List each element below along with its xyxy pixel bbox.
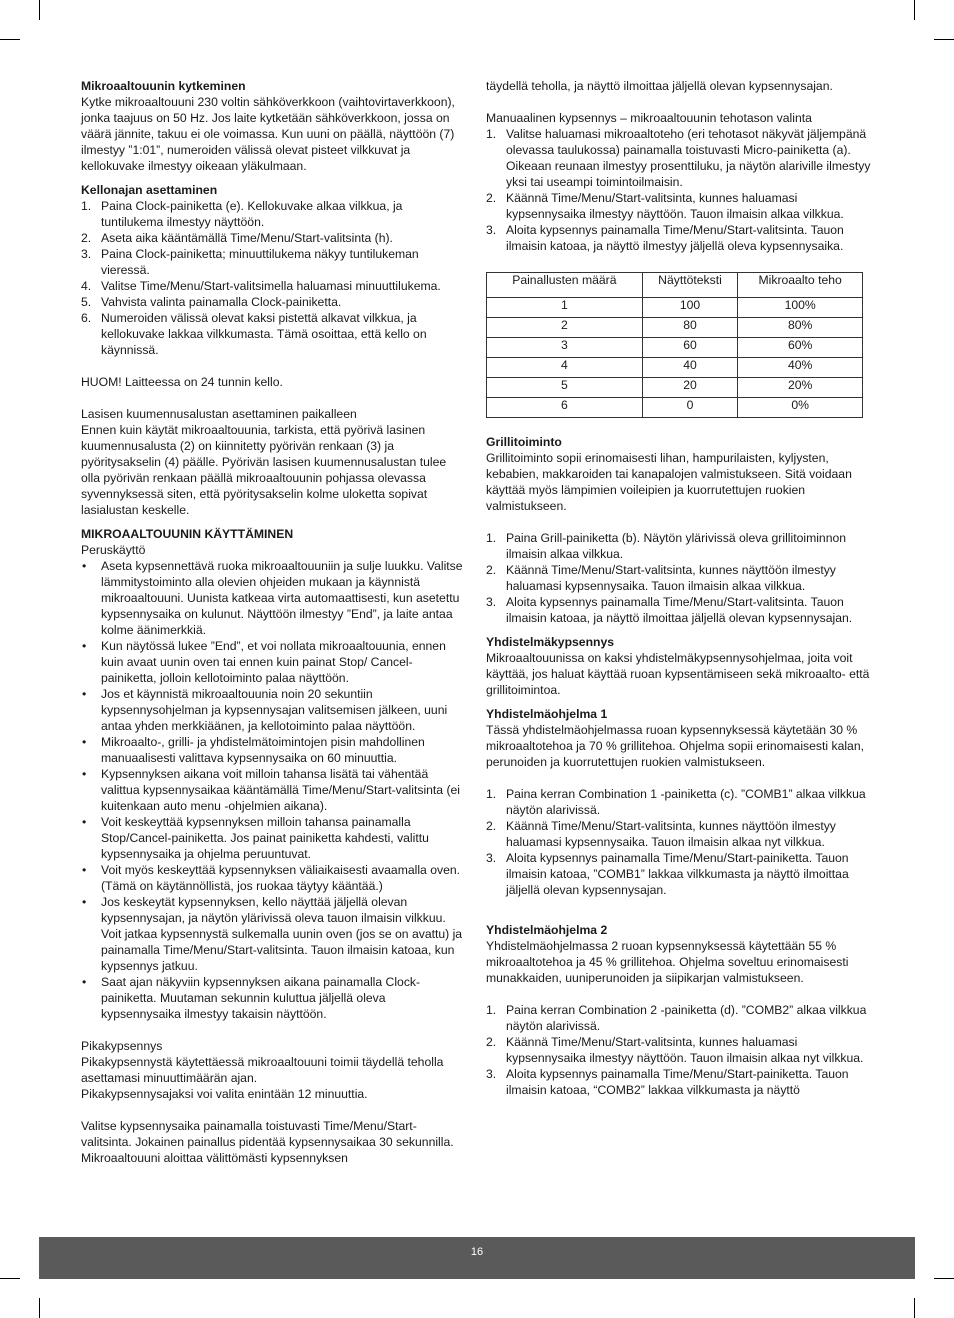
crop-mark [914,1298,915,1318]
section-title: Lasisen kuumennusalustan asettaminen paikalleen [81,407,357,421]
section-title: Yhdistelmäkypsennys [486,635,615,649]
list-item: 1. Paina Clock-painiketta (e). Kellokuvake alkaa vilkkua, ja tuntilukema ilmestyy näyttöön. [81,199,403,229]
list-item: • Kypsennyksen aikana voit milloin tahansa lisätä tai vähentää valittua kypsennysaikaa kääntämällä Time/Menu/Start-valitsinta (ei kuitenkaan auto menu -ohjelmien aikana). [82,767,461,813]
section-title: Mikroaaltouunin kytkeminen [81,79,246,93]
table-row [487,318,863,338]
list-item: • Jos et käynnistä mikroaaltouunia noin 20 sekuntiin kypsennysohjelman ja kypsennysajan valitsemisen jälkeen, uuni antaa yhden merkkiäänen, ja kellotoiminto palaa näyttöön. [82,687,448,733]
table-cell: 0 [642,398,738,418]
column-header: Painallusten määrä [487,273,643,298]
list-item: • Saat ajan näkyviin kypsennyksen aikana painamalla Clock-painiketta. Muutaman sekunnin kuluttua jäljellä oleva kypsennysaika ilmestyy takaisin näyttöön. [82,975,421,1021]
table-cell: 5 [487,378,643,398]
section-title: MIKROAALTOUUNIN KÄYTTÄMINEN [81,527,294,541]
table-row [487,338,863,358]
table-cell: 40% [738,358,863,378]
crop-mark [914,0,915,20]
paragraph: Pikakypsennysajaksi voi valita enintään 12 minuuttia. [81,1087,368,1101]
paragraph: Kytke mikroaaltouuni 230 voltin sähköverkkoon (vaihtovirtaverkkoon), jonka taajuus on 50 Hz. Jos laite kytketään sähköverkkoon, jossa on väärä jännite, takuu ei ole voimassa. Kun uuni on päällä, näyttöön (7) ilmestyy ”1:01”, numeroiden välissä olevat pisteet vilkkuvat ja kellokuvake ilmestyy oikeaan yläkulmaan. [81,95,455,173]
right-column [486,78,872,1098]
left-column [81,78,466,1166]
crop-mark [0,1278,20,1279]
table-cell: 100 [642,298,738,318]
crop-mark [39,0,40,20]
list-item: • Jos keskeytät kypsennyksen, kello näyttää jäljellä olevan kypsennysajan, ja näytön ylärivissä oleva tauon ilmaisin vilkkuu. Voit jatkaa kypsennystä sulkemalla uunin oven (jos se on avattu) ja painamalla Time/Menu/Start-valitsinta. Tauon ilmaisin katoaa, kun kypsennys jatkuu. [82,895,463,973]
paragraph: Valitse kypsennysaika painamalla toistuvasti Time/Menu/Start-valitsinta. Jokainen painallus pidentää kypsennysaikaa 30 sekunnilla. Mikroaaltouuni aloittaa välittömästi kypsennyksen [81,1119,454,1165]
list-item: 2. Aseta aika kääntämällä Time/Menu/Start-valitsinta (h). [81,231,393,245]
list-item: 3. Aloita kypsennys painamalla Time/Menu/Start-painiketta. Tauon ilmaisin katoaa, “COMB2” lakkaa vilkkumasta ja näyttö [486,1067,849,1097]
table-cell: 60 [642,338,738,358]
column-header: Näyttöteksti [642,273,738,298]
list-item: 1. Paina kerran Combination 1 -painiketta (c). ”COMB1” alkaa vilkkua näytön alarivissä. [486,787,866,817]
table-cell: 20 [642,378,738,398]
table-cell: 100% [738,298,863,318]
list-item: • Kun näytössä lukee ”End”, et voi nollata mikroaaltouunia, ennen kuin avaat uunin oven tai ennen kuin painat Stop/ Cancel-painiketta, jolloin kellotoiminto palaa näyttöön. [82,639,446,685]
subtitle: Pikakypsennys [81,1039,163,1053]
table-cell: 80 [642,318,738,338]
list-item: 2. Käännä Time/Menu/Start-valitsinta, kunnes näyttöön ilmestyy haluamasi kypsennysaika. Tauon ilmaisin alkaa nyt vilkkua. [486,819,836,849]
power-level-table [486,272,863,418]
list-item: 1. Valitse haluamasi mikroaaltoteho (eri tehotasot näkyvät jäljempänä olevassa taulukossa) painamalla toistuvasti Micro-painiketta (a). Oikeaan reunaan ilmestyy prosenttiluku, ja näytön alariville ilmestyy yksi tai useampi toimintoilmaisin. [486,127,871,189]
list-item: • Aseta kypsennettävä ruoka mikroaaltouuniin ja sulje luukku. Valitse lämmitystoiminto alla olevien ohjeiden mukaan ja käynnistä mikroaaltouuni. Uunista katkeaa virta automaattisesti, kun asetettu kypsennysaika on kulunut. Näyttöön ilmestyy ”End”, ja laite antaa kolme äänimerkkiä. [82,559,463,637]
list-item: 3. Paina Clock-painiketta; minuuttilukema näkyy tuntilukeman vieressä. [81,247,419,277]
table-cell: 1 [487,298,643,318]
column-header: Mikroaalto teho [738,273,863,298]
list-item: 2. Käännä Time/Menu/Start-valitsinta, kunnes haluamasi kypsennysaika ilmestyy näyttöön. Tauon ilmaisin alkaa vilkkua. [486,191,844,221]
list-item: 1. Paina kerran Combination 2 -painiketta (d). ”COMB2” alkaa vilkkua näytön alarivissä. [486,1003,867,1033]
table-row [487,298,863,318]
list-item: 2. Käännä Time/Menu/Start-valitsinta, kunnes näyttöön ilmestyy haluamasi kypsennysaika. Tauon ilmaisin alkaa vilkkua. [486,563,836,593]
list-item: • Voit myös keskeyttää kypsennyksen väliaikaisesti avaamalla oven. (Tämä on käytännöllistä, jos ruokaa täytyy kääntää.) [82,863,461,893]
crop-mark [0,39,20,40]
note: HUOM! Laitteessa on 24 tunnin kello. [81,375,283,389]
table-cell: 40 [642,358,738,378]
section-title: Yhdistelmäohjelma 2 [486,923,608,937]
table-row [487,358,863,378]
subtitle: Peruskäyttö [81,543,146,557]
table-cell: 60% [738,338,863,358]
paragraph: Tässä yhdistelmäohjelmassa ruoan kypsennyksessä käytetään 30 % mikroaaltotehoa ja 70 % grillitehoa. Ohjelma sopii erinomaisesti kalan, perunoiden ja kuorrutettujen ruokien valmistukseen. [486,723,865,769]
table-row [487,378,863,398]
section-title: Grillitoiminto [486,435,562,449]
bullet-list [81,558,466,1022]
numbered-list [486,530,872,626]
paragraph: Ennen kuin käytät mikroaaltouunia, tarkista, että pyörivä lasinen kuumennusalusta (2) on kiinnitetty pyörivän renkaan (3) ja pyöritysakselin (4) päälle. Pyörivän lasisen kuumennusalustan tulee olla pyörivän renkaan päällä mikroaaltouunin pohjassa olevassa syvennyksessä siten, että pyöritysakselin kolme uloketta sopivat lasialustan keskelle. [81,423,447,517]
section-title: Kellonajan asettaminen [81,183,218,197]
paragraph: täydellä teholla, ja näyttö ilmoittaa jäljellä olevan kypsennysajan. [486,79,833,93]
crop-mark [934,39,954,40]
paragraph: Mikroaaltouunissa on kaksi yhdistelmäkypsennysohjelmaa, joita voit käyttää, jos haluat käyttää ruoan kypsentämiseen sekä mikroaalto- että grillitoimintoa. [486,651,870,697]
table-cell: 2 [487,318,643,338]
table-cell: 0% [738,398,863,418]
list-item: 5. Vahvista valinta painamalla Clock-painiketta. [81,295,342,309]
table-row [487,398,863,418]
page-footer [39,1237,915,1279]
numbered-list [81,198,466,358]
list-item: 4. Valitse Time/Menu/Start-valitsimella haluamasi minuuttilukema. [81,279,441,293]
paragraph: Yhdistelmäohjelmassa 2 ruoan kypsennyksessä käytettään 55 % mikroaaltotehoa ja 45 % grillitehoa. Ohjelma soveltuu erinomaisesti munakkaiden, uuniperunoiden ja siipikarjan valmistukseen. [486,939,849,985]
table-cell: 80% [738,318,863,338]
table-cell: 4 [487,358,643,378]
list-item: 2. Käännä Time/Menu/Start-valitsinta, kunnes haluamasi kypsennysaika ilmestyy näyttöön. Tauon ilmaisin alkaa nyt vilkkua. [486,1035,864,1065]
list-item: 3. Aloita kypsennys painamalla Time/Menu/Start-valitsinta. Tauon ilmaisin katoaa, ja näyttö ilmoittaa jäljellä olevan kypsennysajan. [486,595,853,625]
crop-mark [39,1298,40,1318]
paragraph: Grillitoiminto sopii erinomaisesti lihan, hampurilaisten, kyljysten, kebabien, makkaroiden tai kanapalojen valmistukseen. Sitä voidaan käyttää myös lämpimien voileipien ja kuorrutettujen ruokien valmistukseen. [486,451,852,513]
table-cell: 3 [487,338,643,358]
numbered-list [486,126,872,254]
list-item: • Mikroaalto-, grilli- ja yhdistelmätoimintojen pisin mahdollinen manuaalisesti valittava kypsennysaika on 60 minuuttia. [82,735,425,765]
list-item: 6. Numeroiden välissä olevat kaksi pistettä alkavat vilkkua, ja kellokuvake lakkaa vilkkumasta. Tämä osoittaa, että kello on käynnissä. [81,311,427,357]
section-title: Yhdistelmäohjelma 1 [486,707,608,721]
paragraph: Pikakypsennystä käytettäessä mikroaaltouuni toimii täydellä teholla asettamasi minuuttimäärän ajan. [81,1055,444,1085]
list-item: 3. Aloita kypsennys painamalla Time/Menu/Start-painiketta. Tauon ilmaisin katoaa, ”COMB1” lakkaa vilkkumasta ja näyttö ilmoittaa jäljellä olevan kypsennysajan. [486,851,849,897]
numbered-list [486,1002,872,1098]
numbered-list [486,786,872,898]
crop-mark [934,1278,954,1279]
table-cell: 20% [738,378,863,398]
section-title: Manuaalinen kypsennys – mikroaaltouunin tehotason valinta [486,111,812,125]
list-item: 1. Paina Grill-painiketta (b). Näytön ylärivissä oleva grillitoiminnon ilmaisin alkaa vilkkua. [486,531,847,561]
list-item: • Voit keskeyttää kypsennyksen milloin tahansa painamalla Stop/Cancel-painiketta. Jos painat painiketta kahdesti, valittu kypsennysaika ja ohjelma peruuntuvat. [82,815,429,861]
list-item: 3. Aloita kypsennys painamalla Time/Menu/Start-valitsinta. Tauon ilmaisin katoaa, ja näyttö ilmestyy jäljellä oleva kypsennysaika. [486,223,844,253]
table-cell: 6 [487,398,643,418]
page-number: 16 [470,1246,484,1258]
table-header-row [487,273,863,298]
